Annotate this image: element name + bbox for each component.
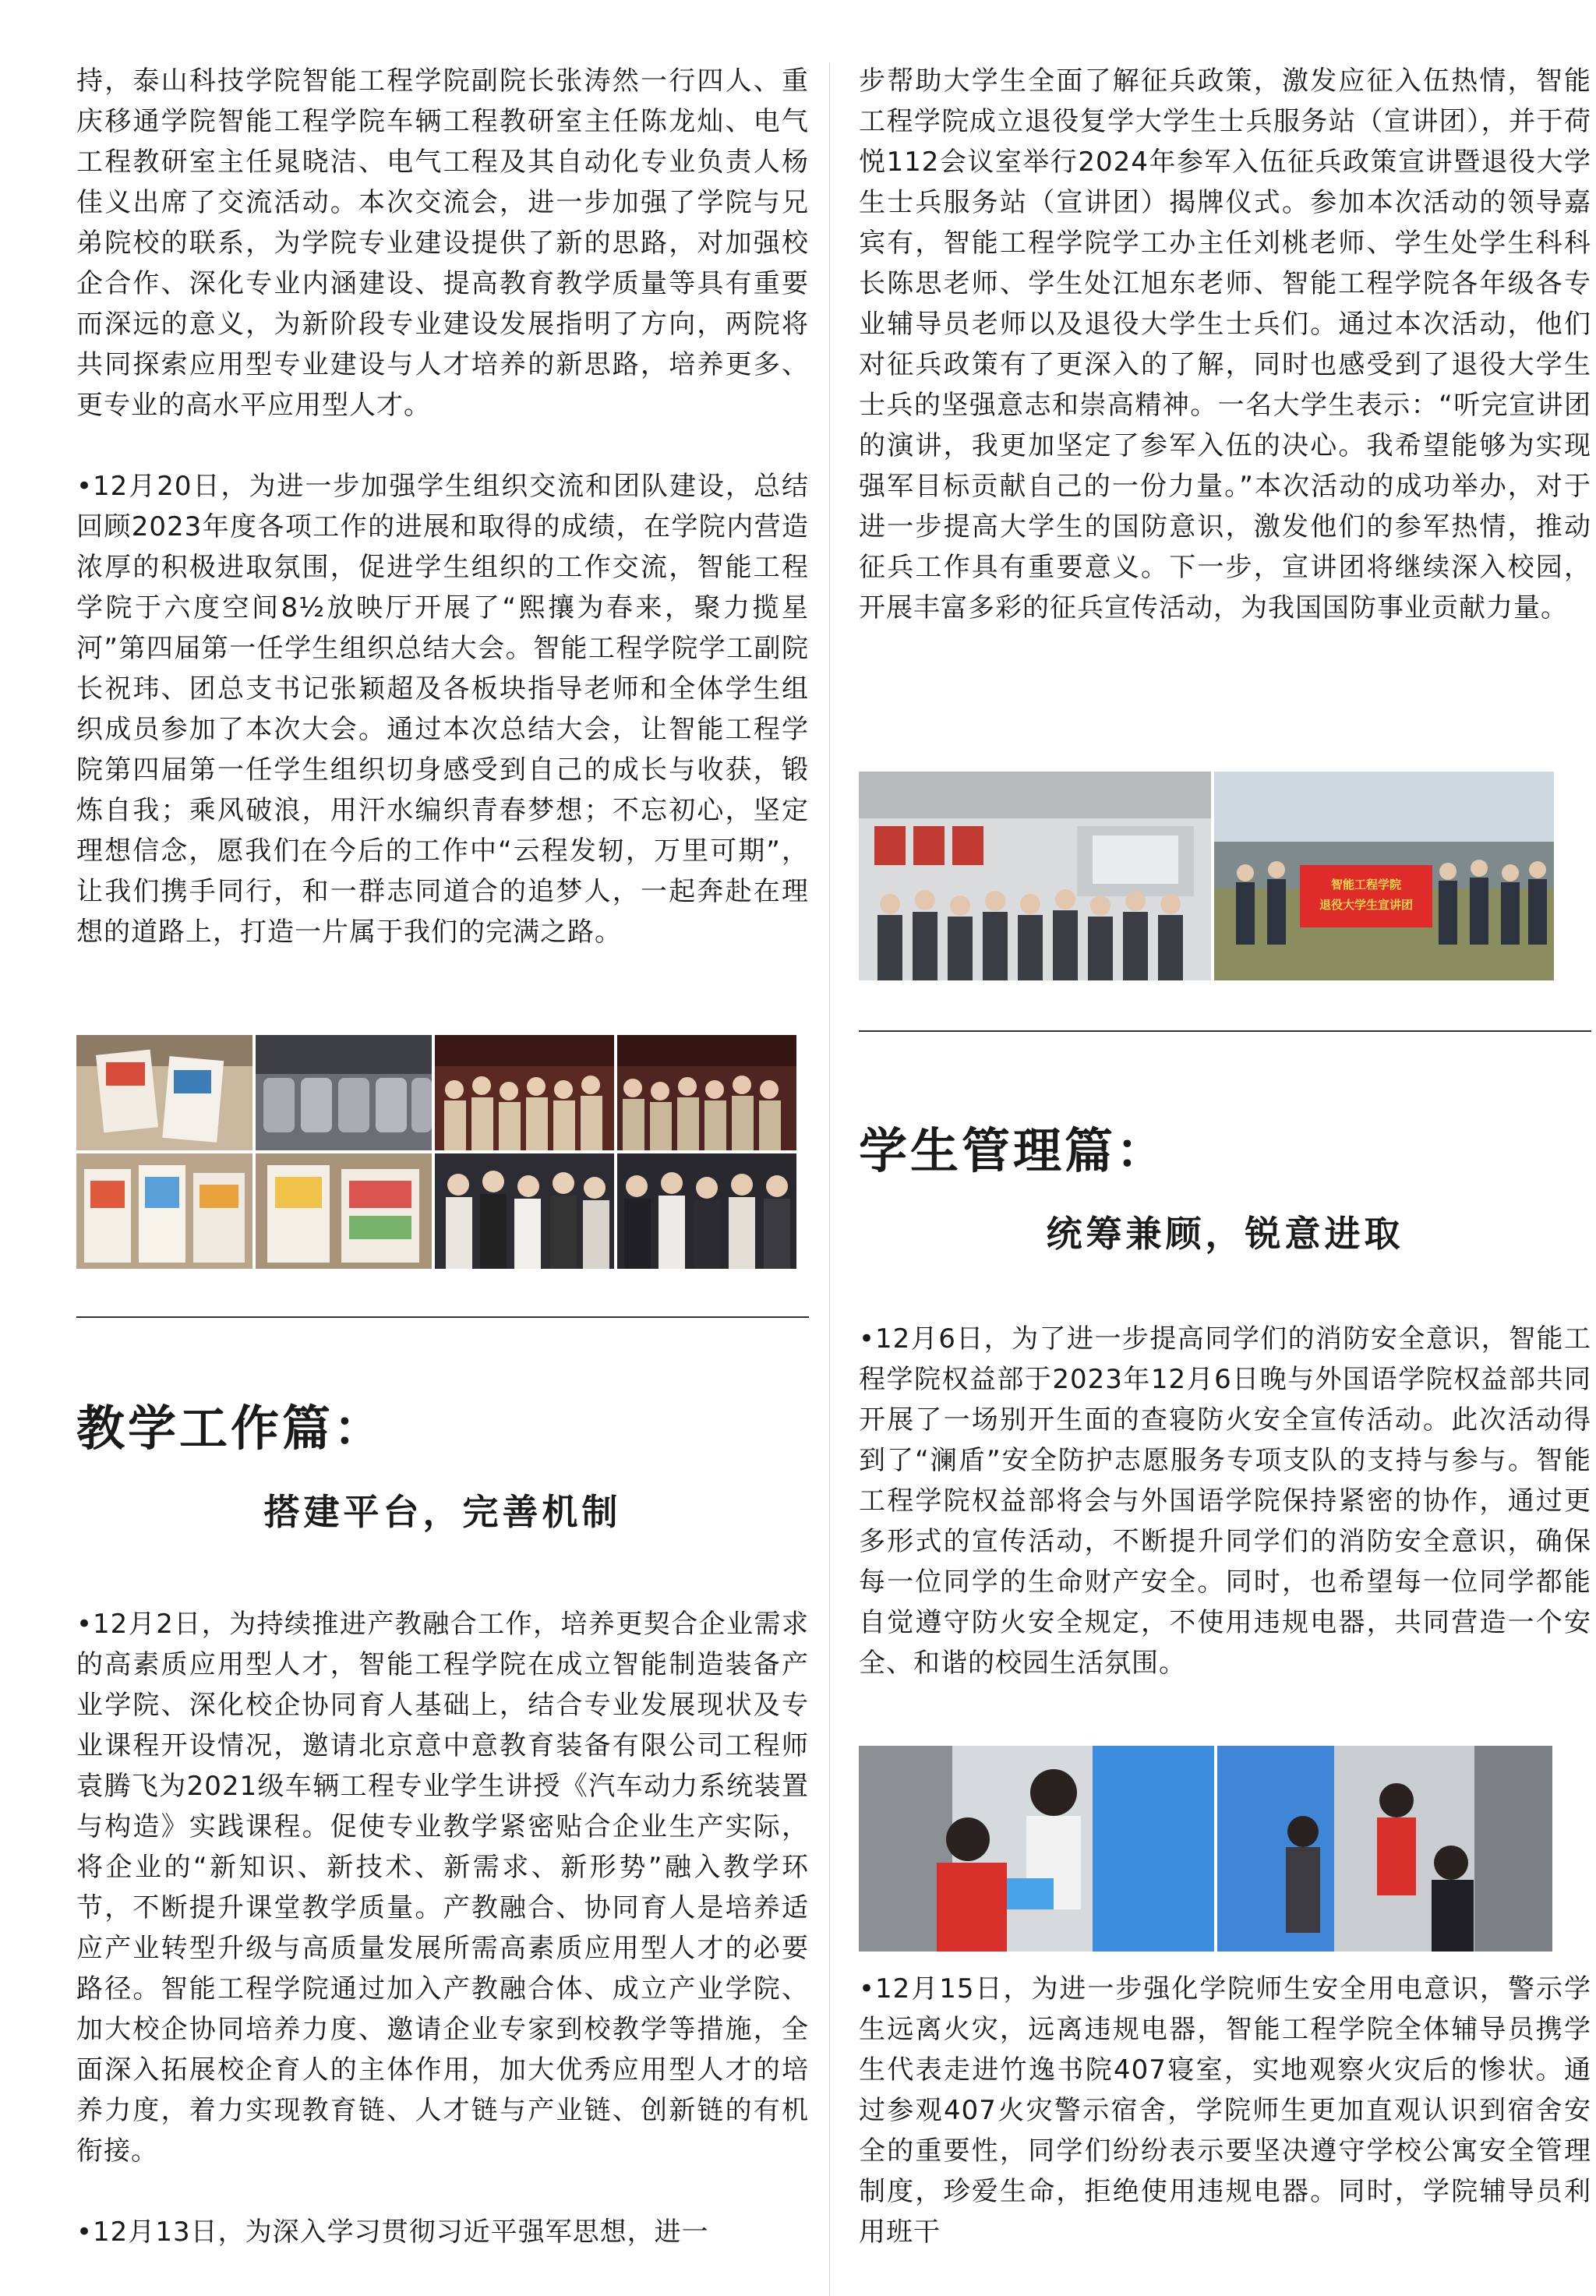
audience-photo-4 [617,1153,796,1269]
dec15-paragraph: •12月15日，为进一步强化学院师生安全用电意识，警示学生远离火灾，远离违规电器，智能工程学院全体辅导员携学生代表走进竹逸书院407寝室，实地观察火灾后的惨状。通过参观407火灾警示宿舍，学院师生更加直观认识到宿舍安全的重要性，同学们纷纷表示要坚决遵守学校公寓安全管理制度，珍爱生命，拒绝使用违规电器。同时，学院辅导员利用班干 [859,1973,1591,2248]
banner-text-line1: 智能工程学院 [1330,878,1401,892]
section-divider-right [859,1030,1591,1032]
poster-boards-photo [76,1153,252,1269]
dec13-paragraph-start: •12月13日，为深入学习贯彻习近平强军思想，进一 [76,2217,709,2248]
recruitment-photo-row [859,772,1554,980]
dorm-inspection-photo-1 [859,1746,1214,1952]
audience-photo-1 [435,1035,614,1150]
dec13-paragraph-continued: 步帮助大学生全面了解征兵政策，激发应征入伍热情，智能工程学院成立退役复学大学生士兵服务站（宣讲团），并于荷悦112会议室举行2024年参军入伍征兵政策宣讲暨退役大学生士兵服务站（宣讲团）揭牌仪式。参加本次活动的领导嘉宾有，智能工程学院学工办主任刘桃老师、学生处学生科科长陈思老师、学生处江旭东老师、智能工程学院各年级各专业辅导员老师以及退役大学生士兵们。通过本次活动，他们对征兵政策有了更深入的了解，同时也感受到了退役大学生士兵的坚强意志和崇高精神。一名大学生表示：“听完宣讲团的演讲，我更加坚定了参军入伍的决心。我希望能够为实现强军目标贡献自己的一份力量。”本次活动的成功举办，对于进一步提高大学生的国防意识，激发他们的参军热情，推动征兵工作具有重要意义。下一步，宣讲团将继续深入校园，开展丰富多彩的征兵宣传活动，为我国国防事业贡献力量。 [859,65,1591,623]
teaching-section-subtitle: 搭建平台，完善机制 [263,1491,622,1533]
exhibition-photo [256,1153,432,1269]
poster-display-photo [76,1035,252,1150]
dorm-inspection-photo-row [859,1746,1552,1952]
student-section-title: 学生管理篇： [859,1122,1168,1179]
column-divider [829,62,830,2296]
exchange-paragraph: 持，泰山科技学院智能工程学院副院长张涛然一行四人、重庆移通学院智能工程学院车辆工程教研室主任陈龙灿、电气工程教研室主任晁晓洁、电气工程及其自动化专业负责人杨佳义出席了交流活动。本次交流会，进一步加强了学院与兄弟院校的联系，为学院专业建设提供了新的思路，对加强校企合作、深化专业内涵建设、提高教育教学质量等具有重要而深远的意义，为新阶段专业建设发展指明了方向，两院将共同探索应用型专业建设与人才培养的新思路，培养更多、更专业的高水平应用型人才。 [76,65,809,421]
teaching-section-title: 教学工作篇： [76,1400,386,1457]
student-section-subtitle: 统筹兼顾，锐意进取 [1046,1213,1404,1255]
dec20-paragraph: •12月20日，为进一步加强学生组织交流和团队建设，总结回顾2023年度各项工作的进展和取得的成绩，在学院内营造浓厚的积极进取氛围，促进学生组织的工作交流，智能工程学院于六度空间8½放映厅开展了“熙攘为春来，聚力揽星河”第四届第一任学生组织总结大会。智能工程学院学工副院长祝玮、团总支书记张颖超及各板块指导老师和全体学生组织成员参加了本次大会。通过本次总结大会，让智能工程学院第四届第一任学生组织切身感受到自己的成长与收获，锻炼自我；乘风破浪，用汗水编织青春梦想；不忘初心，坚定理想信念，愿我们在今后的工作中“云程发轫，万里可期”，让我们携手同行，和一群志同道合的追梦人，一起奔赴在理想的道路上，打造一片属于我们的完满之路。 [76,471,809,948]
audience-photo-3 [435,1153,614,1269]
audience-photo-2 [617,1035,796,1150]
lecture-hall-photo [859,772,1211,980]
banner-text-line2: 退役大学生宣讲团 [1319,898,1413,912]
student-org-photo-collage [76,1035,796,1269]
cinema-seats-photo [256,1035,432,1150]
section-divider-left [76,1316,809,1318]
banner-group-photo [1214,772,1554,980]
dec6-paragraph: •12月6日，为了进一步提高同学们的消防安全意识，智能工程学院权益部于2023年12月6日晚与外国语学院权益部共同开展了一场别开生面的查寝防火安全宣传活动。此次活动得到了“澜盾”安全防护志愿服务专项支队的支持与参与。智能工程学院权益部将会与外国语学院保持紧密的协作，通过更多形式的宣传活动，不断提升同学们的消防安全意识，确保每一位同学的生命财产安全。同时，也希望每一位同学都能自觉遵守防火安全规定，不使用违规电器，共同营造一个安全、和谐的校园生活氛围。 [859,1323,1591,1679]
dorm-inspection-photo-2 [1217,1746,1552,1952]
dec2-paragraph: •12月2日，为持续推进产教融合工作，培养更契合企业需求的高素质应用型人才，智能工程学院在成立智能制造装备产业学院、深化校企协同育人基础上，结合专业发展现状及专业课程开设情况，邀请北京意中意教育装备有限公司工程师袁腾飞为2021级车辆工程专业学生讲授《汽车动力系统装置与构造》实践课程。促使专业教学紧密贴合企业生产实际，将企业的“新知识、新技术、新需求、新形势”融入教学环节，不断提升课堂教学质量。产教融合、协同育人是培养适应产业转型升级与高质量发展所需高素质应用型人才的必要路径。智能工程学院通过加入产教融合体、成立产业学院、加大校企协同培养力度、邀请企业专家到校教学等措施，全面深入拓展校企育人的主体作用，加大优秀应用型人才的培养力度，着力实现教育链、人才链与产业链、创新链的有机衔接。 [76,1609,809,2167]
